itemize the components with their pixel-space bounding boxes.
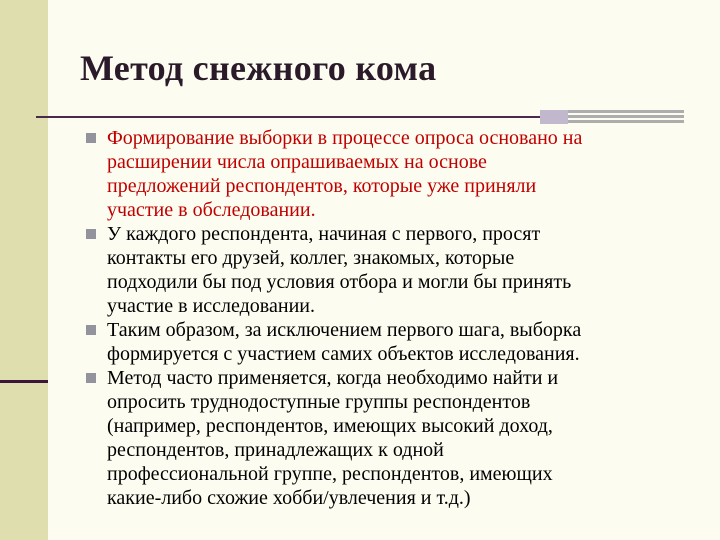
- title-divider-line: [36, 116, 540, 118]
- bullet-line: респондентов, принадлежащих к одной: [107, 439, 444, 461]
- bullet-line: предложений респондентов, которые уже приняли: [107, 175, 537, 197]
- bullet-item: [86, 222, 706, 318]
- bullet-line: опросить труднодоступные группы респондентов: [107, 391, 531, 413]
- left-decorative-band: [0, 0, 48, 540]
- bullet-line: Формирование выборки в процессе опроса основано на: [107, 127, 583, 149]
- bullet-line: участие в исследовании.: [107, 295, 315, 317]
- bullet-line: формируется с участием самих объектов исследования.: [107, 343, 580, 365]
- bullet-item: [86, 318, 706, 366]
- bullet-line: (например, респондентов, имеющих высокий доход,: [107, 415, 553, 437]
- bullet-line: профессиональной группе, респондентов, имеющих: [107, 463, 553, 485]
- square-bullet-icon: [86, 133, 96, 143]
- bullet-line: контакты его друзей, коллег, знакомых, которые: [107, 247, 515, 269]
- bullet-list: [86, 126, 706, 510]
- bullet-line: какие-либо схожие хобби/увлечения и т.д.): [107, 487, 471, 509]
- bullet-item: [86, 126, 706, 222]
- slide-title: Метод снежного кома: [80, 48, 437, 88]
- bullet-line: расширении числа опрашиваемых на основе: [107, 151, 487, 173]
- bullet-line: Метод часто применяется, когда необходимо найти и: [107, 367, 559, 389]
- bullet-line: участие в обследовании.: [107, 199, 316, 221]
- title-divider-striped-bar: [568, 110, 684, 124]
- left-band-accent-line: [0, 380, 48, 383]
- square-bullet-icon: [86, 373, 96, 383]
- bullet-line: Таким образом, за исключением первого шага, выборка: [107, 319, 582, 341]
- bullet-line: У каждого респондента, начиная с первого, просят: [107, 223, 541, 245]
- bullet-line: подходили бы под условия отбора и могли бы принять: [107, 271, 572, 293]
- square-bullet-icon: [86, 229, 96, 239]
- bullet-item: [86, 366, 706, 510]
- title-divider-square: [540, 110, 568, 124]
- square-bullet-icon: [86, 325, 96, 335]
